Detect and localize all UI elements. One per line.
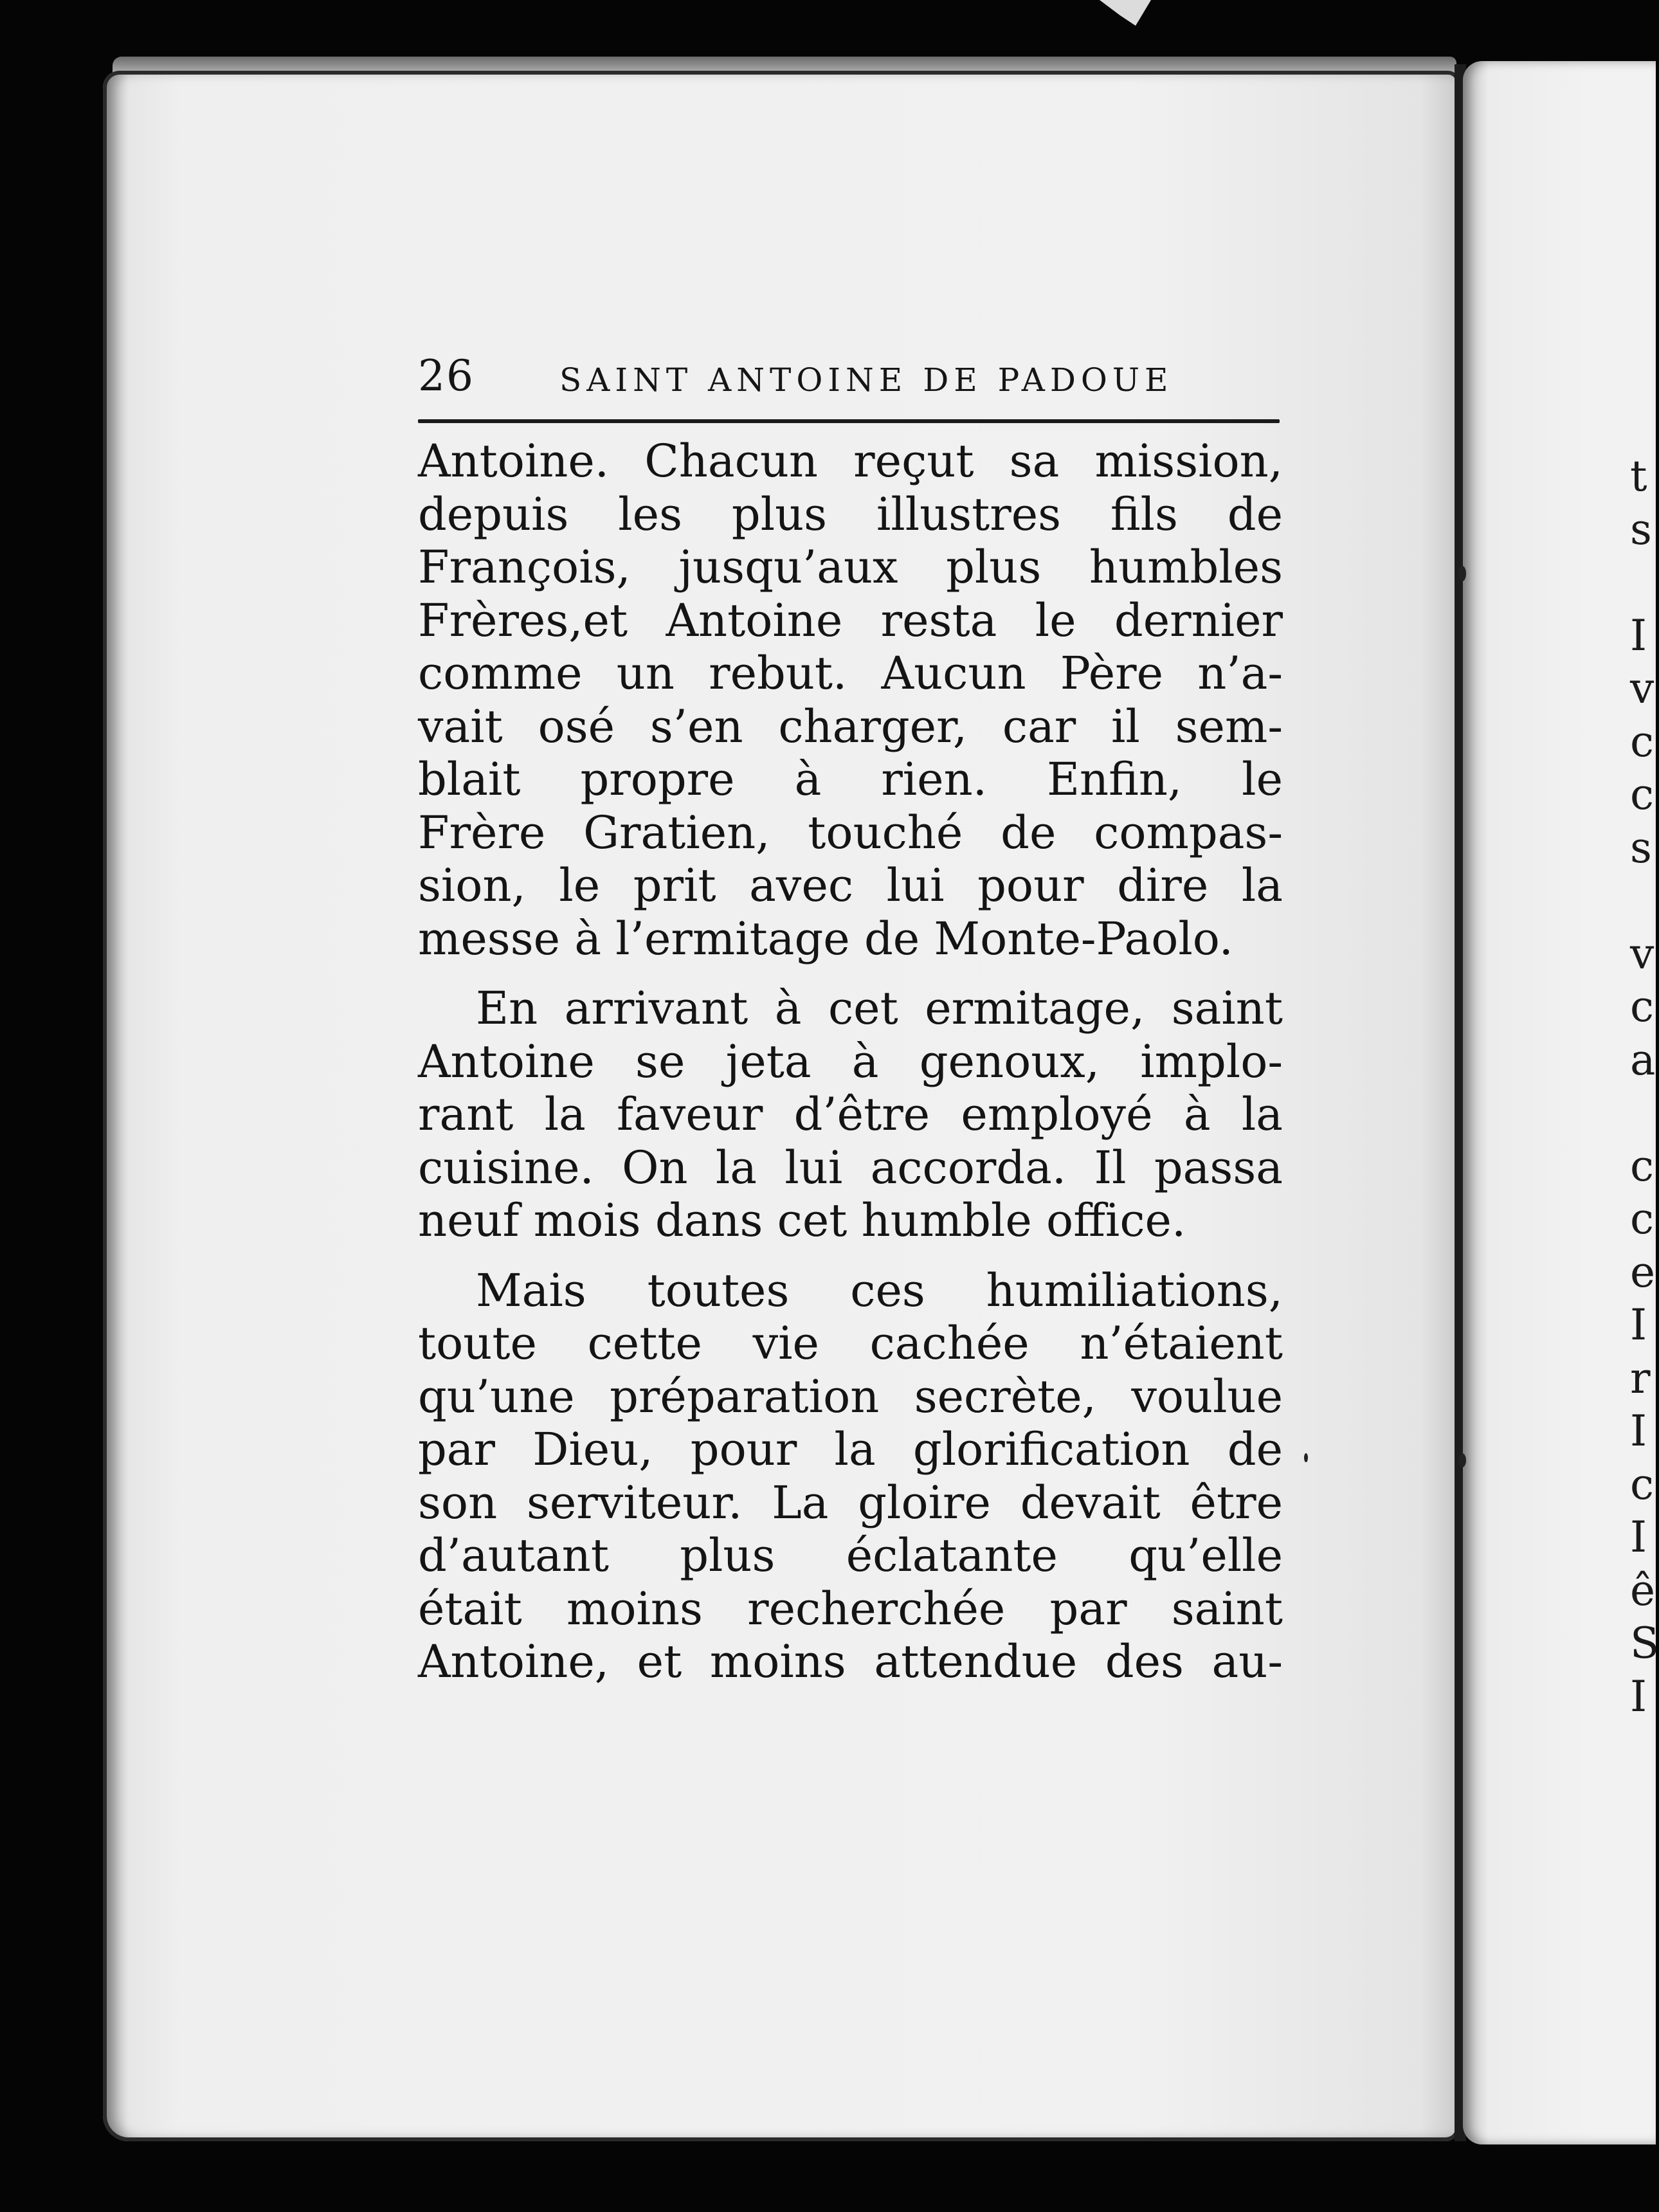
paper-fleck (1100, 0, 1151, 26)
text-line: messe à l’ermitage de Monte-Paolo. (418, 912, 1233, 965)
paragraph-gap (418, 1247, 1283, 1264)
text-line: Antoine. Chacun reçut sa mission, (418, 435, 1283, 487)
text-line: était moins recherchée par saint (418, 1582, 1283, 1635)
right-page-fragment: I (1630, 1300, 1647, 1350)
text-line: toute cette vie cachée n’étaient (418, 1317, 1283, 1370)
right-page-fragment: v (1630, 664, 1654, 713)
running-title: SAINT ANTOINE DE PADOUE (559, 361, 1174, 399)
body-text (418, 435, 1283, 1689)
text-line: par Dieu, pour la glorification de (418, 1423, 1283, 1476)
right-page-fragment: t (1630, 451, 1647, 501)
right-page-fragment: I (1630, 610, 1647, 660)
text-line: Antoine, et moins attendue des au- (418, 1635, 1283, 1688)
header-rule (418, 419, 1280, 423)
right-page-fragment: c (1630, 770, 1654, 819)
paragraph-1 (418, 435, 1283, 965)
text-line: comme un rebut. Aucun Père n’a- (418, 647, 1283, 700)
right-page-fragment (1630, 556, 1656, 610)
right-page-fragment: c (1630, 1141, 1654, 1191)
paragraph-gap (418, 965, 1283, 982)
right-page-fragment: s (1630, 822, 1652, 873)
page-number: 26 (418, 351, 475, 401)
text-line: Frère Gratien, touché de compas- (418, 806, 1283, 859)
right-page-fragment: I (1630, 1671, 1647, 1721)
right-page-fragment: S (1630, 1618, 1659, 1668)
text-line: sion, le prit avec lui pour dire la (418, 859, 1283, 912)
text-line: son serviteur. La gloire devait être (418, 1476, 1283, 1529)
right-page-fragment: c (1630, 982, 1654, 1031)
text-line: En arrivant à cet ermitage, saint (476, 982, 1283, 1035)
text-line: cuisine. On la lui accorda. Il passa (418, 1141, 1283, 1194)
text-line: neuf mois dans cet humble office. (418, 1194, 1186, 1247)
right-page-fragment: r (1630, 1353, 1651, 1403)
text-line: d’autant plus éclatante qu’elle (418, 1529, 1283, 1582)
text-line: François, jusqu’aux plus humbles (418, 541, 1283, 594)
right-page-fragment: c (1630, 1459, 1654, 1509)
text-line: blait propre à rien. Enfin, le (418, 753, 1283, 806)
right-page-fragment: e (1630, 1247, 1656, 1297)
right-page-fragments (1630, 450, 1659, 1723)
paragraph-2 (418, 982, 1283, 1247)
paragraph-3 (418, 1264, 1283, 1689)
ink-mark (1458, 1453, 1466, 1467)
right-page-fragment: I (1630, 1406, 1647, 1456)
text-line: rant la faveur d’être employé à la (418, 1088, 1283, 1141)
right-page-fragment: ê (1630, 1565, 1656, 1615)
text-line: Antoine se jeta à genoux, implo- (418, 1035, 1283, 1088)
right-page-fragment (1630, 1087, 1656, 1140)
ink-mark (1458, 566, 1466, 581)
ink-mark (1304, 1453, 1308, 1462)
right-page-fragment: I (1630, 1512, 1647, 1562)
text-line: qu’une préparation secrète, voulue (418, 1370, 1283, 1423)
text-line: vait osé s’en charger, car il sem- (418, 700, 1283, 753)
text-line: Mais toutes ces humiliations, (476, 1264, 1283, 1317)
right-page-fragment: c (1630, 1194, 1654, 1244)
text-line: Frères,et Antoine resta le dernier (418, 594, 1283, 647)
right-page-fragment: c (1630, 716, 1654, 766)
right-page-fragment (1630, 875, 1656, 928)
right-page (1463, 61, 1659, 2144)
running-head (418, 347, 1280, 405)
right-page-fragment: s (1630, 504, 1652, 554)
right-page-fragment: v (1630, 929, 1654, 979)
right-page-fragment: a (1630, 1035, 1656, 1085)
text-line: depuis les plus illustres fils de (418, 487, 1283, 541)
